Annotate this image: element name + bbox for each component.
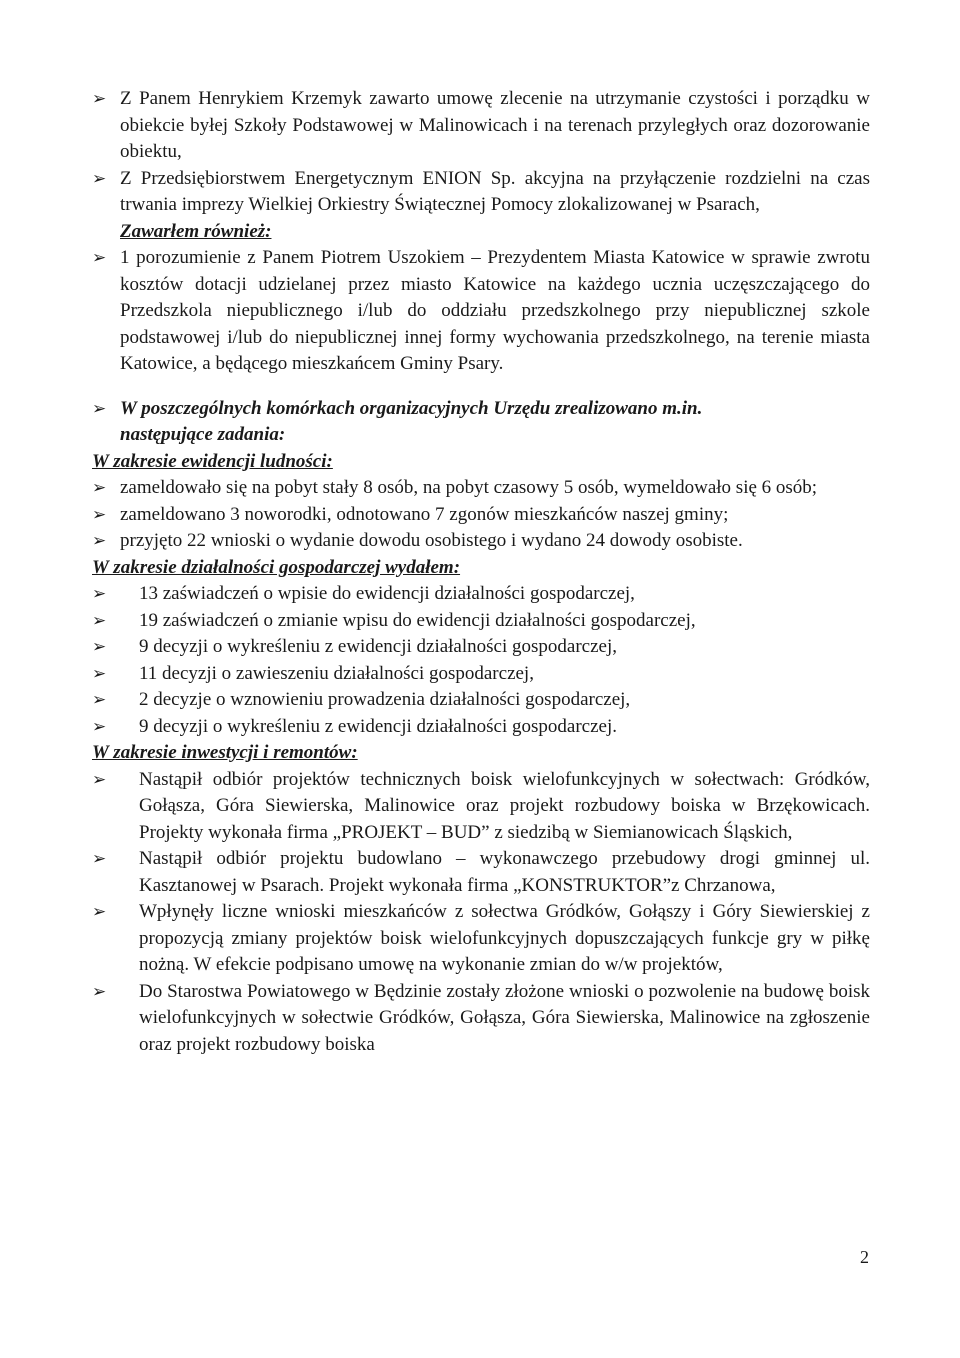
arrow-bullet-icon: ➢ [92, 610, 107, 630]
item-text: Z Przedsiębiorstwem Energetycznym ENION Sp. akcyjna na przyłączenie rozdzielni na czas trwania imprezy Wielkiej Orkiestry Świątecznej Pomocy zlokalizowanej w Psarach, [120, 167, 870, 215]
item-text: Z Panem Henrykiem Krzemyk zawarto umowę zlecenie na utrzymanie czystości i porządku w obiekcie byłej Szkoły Podstawowej w Malinowicach i na terenach przyległych oraz dozorowanie obiektu, [120, 88, 870, 162]
list-item [92, 475, 870, 502]
arrow-bullet-icon: ➢ [92, 663, 107, 683]
list-item [92, 899, 870, 979]
arrow-bullet-icon: ➢ [92, 690, 107, 709]
list-item [92, 767, 870, 847]
list-item [92, 714, 870, 741]
arrow-bullet-icon: ➢ [92, 478, 107, 497]
arrow-bullet-icon: ➢ [92, 849, 107, 868]
item-text: 11 decyzji o zawieszeniu działalności gospodarczej, [139, 662, 534, 684]
list-item [92, 846, 870, 899]
tasks-heading [92, 396, 870, 423]
item-text: Do Starostwa Powiatowego w Będzinie zostały złożone wnioski o pozwolenie na budowę boisk wielofunkcyjnych w sołectwie Gródków, Gołąsza, Góra Siewierska, Malinowice na zgłoszenie oraz projekt rozbudowy boiska [139, 980, 870, 1055]
item-text: przyjęto 22 wnioski o wydanie dowodu osobistego i wydano 24 dowody osobiste. [120, 530, 743, 551]
arrow-bullet-icon: ➢ [92, 716, 107, 736]
item-text: 13 zaświadczeń o wpisie do ewidencji działalności gospodarczej, [139, 583, 635, 604]
arrow-bullet-icon: ➢ [92, 398, 107, 418]
arrow-bullet-icon: ➢ [92, 902, 107, 921]
item-text: zameldowało się na pobyt stały 8 osób, na pobyt czasowy 5 osób, wymeldowało się 6 osób; [120, 477, 818, 498]
tasks-heading-line2: następujące zadania: [120, 424, 286, 445]
also-heading: Zawarłem również: [120, 220, 272, 242]
arrow-bullet-icon: ➢ [92, 504, 107, 524]
list-item [92, 528, 870, 555]
item-text: Nastąpił odbiór projektów technicznych boisk wielofunkcyjnych w sołectwach: Gródków, Gołąsza, Góra Siewierska, Malinowice oraz projekt rozbudowy boiska w Brzękowicach. Projekty wykonała firma „PROJEKT – BUD” z siedzibą w Siemianowicach Śląskich, [139, 768, 870, 843]
item-text: Nastąpił odbiór projektu budowlano – wykonawczego przebudowy drogi gminnej ul. Kasztanowej w Psarach. Projekt wykonała firma „KONSTRUKTOR”z Chrzanowa, [139, 848, 870, 896]
arrow-bullet-icon: ➢ [92, 248, 107, 267]
section-title-investments: W zakresie inwestycji i remontów: [92, 742, 358, 763]
item-text: 19 zaświadczeń o zmianie wpisu do ewidencji działalności gospodarczej, [139, 609, 696, 631]
list-item [92, 245, 870, 378]
arrow-bullet-icon: ➢ [92, 89, 107, 108]
arrow-bullet-icon: ➢ [92, 981, 107, 1001]
list-item [92, 608, 870, 635]
list-item [92, 979, 870, 1059]
list-item [92, 581, 870, 608]
item-text: zameldowano 3 noworodki, odnotowano 7 zgonów mieszkańców naszej gminy; [120, 503, 729, 525]
list-item [92, 634, 870, 661]
arrow-bullet-icon: ➢ [92, 769, 107, 789]
item-text: Wpłynęły liczne wnioski mieszkańców z sołectwa Gródków, Gołąszy i Góry Siewierskiej z propozycją zmiany projektów boisk wielofunkcyjnych dopuszczających funkcje gry w piłkę nożną. W efekcie podpisano umowę na wykonanie zmian do w/w projektów, [139, 901, 870, 975]
arrow-bullet-icon: ➢ [92, 531, 107, 550]
arrow-bullet-icon: ➢ [92, 168, 107, 188]
list-item [92, 502, 870, 529]
page-number: 2 [860, 1247, 869, 1267]
section-title-population: W zakresie ewidencji ludności: [92, 450, 333, 472]
item-text: 2 decyzje o wznowieniu prowadzenia działalności gospodarczej, [139, 689, 631, 710]
list-item [92, 687, 870, 714]
document-page [92, 86, 870, 1058]
list-item [92, 86, 870, 166]
item-text: 9 decyzji o wykreśleniu z ewidencji działalności gospodarczej, [139, 636, 617, 657]
list-item [92, 661, 870, 688]
arrow-bullet-icon: ➢ [92, 637, 107, 656]
item-text: 1 porozumienie z Panem Piotrem Uszokiem – Prezydentem Miasta Katowice w sprawie zwrotu kosztów dotacji udzielanej przez miasto Katowice na każdego ucznia uczęszczającego do Przedszkola niepublicznego i/lub do oddziału przedszkolnego przy niepublicznej szkole podstawowej i/lub do niepublicznej innej formy wychowania przedszkolnego, na terenie miasta Katowice, a będącego mieszkańcem Gminy Psary. [120, 247, 870, 374]
section-title-business: W zakresie działalności gospodarczej wydałem: [92, 556, 461, 578]
list-item [92, 166, 870, 219]
arrow-bullet-icon: ➢ [92, 584, 107, 603]
item-text: 9 decyzji o wykreśleniu z ewidencji działalności gospodarczej. [139, 715, 617, 737]
tasks-heading-line1: W poszczególnych komórkach organizacyjnych Urzędu zrealizowano m.in. [120, 397, 703, 419]
